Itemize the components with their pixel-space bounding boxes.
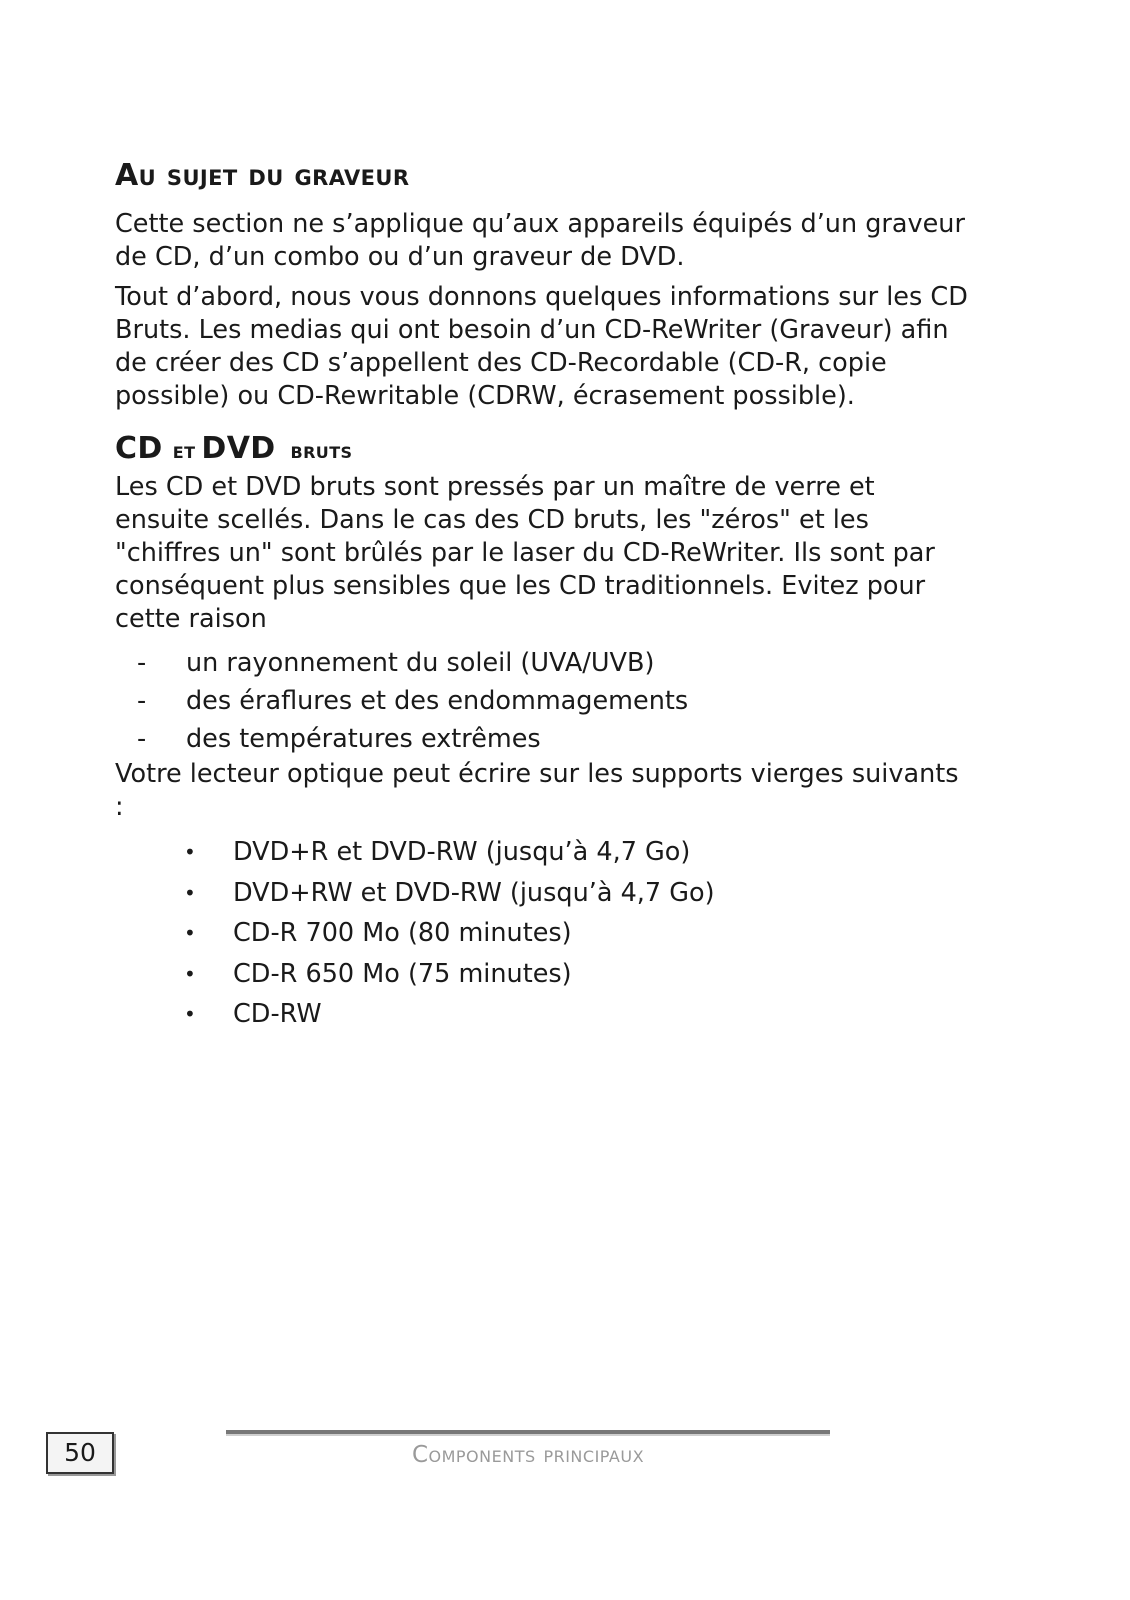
page-number: 50 <box>46 1432 114 1474</box>
section-heading-cd-dvd-bruts <box>115 431 975 467</box>
heading-part: DVD <box>201 431 276 466</box>
bullet-marker: • <box>184 921 196 945</box>
list-item <box>115 644 975 682</box>
heading-part: bruts <box>290 438 353 464</box>
bullet-marker: • <box>184 1002 196 1026</box>
section-heading-graveur: Au sujet du graveur <box>115 158 410 193</box>
list-item <box>115 994 975 1035</box>
bullet-marker: • <box>184 840 196 864</box>
bullet-marker: • <box>184 961 196 986</box>
list-item <box>115 832 975 873</box>
paragraph: Les CD et DVD bruts sont pressés par un maître de verre et ensuite scellés. Dans le cas des CD bruts, les "zéros" et les "chiffres un" sont brûlés par le laser du CD-ReWriter. Ils sont par conséquent plus sensibles que les CD traditionnels. Evitez pour cette raison <box>115 472 935 634</box>
dash-marker: - <box>137 686 147 716</box>
footer-divider <box>226 1430 830 1436</box>
list-item-text: DVD+R et DVD-RW (jusqu’à 4,7 Go) <box>233 837 691 867</box>
page-content <box>115 158 975 1035</box>
list-item <box>115 913 975 954</box>
list-item-text: CD-R 650 Mo (75 minutes) <box>233 958 572 989</box>
list-item <box>115 954 975 995</box>
heading-part: et <box>172 438 196 464</box>
list-item <box>115 682 975 720</box>
list-item <box>115 873 975 914</box>
dash-marker: - <box>137 648 147 678</box>
avoid-list <box>115 644 975 758</box>
list-item-text: DVD+RW et DVD-RW (jusqu’à 4,7 Go) <box>233 877 715 908</box>
paragraph: Tout d’abord, nous vous donnons quelques informations sur les CD Bruts. Les medias qui ont besoin d’un CD-ReWriter (Graveur) afin de créer des CD s’appellent des CD-Recordable (CD-R, copie possible) ou CD-Rewritable (CDRW, écrasement possible). <box>115 282 968 411</box>
list-item <box>115 720 975 758</box>
list-item-text: CD-R 700 Mo (80 minutes) <box>233 918 572 948</box>
list-item-text: un rayonnement du soleil (UVA/UVB) <box>186 648 655 678</box>
heading-part: CD <box>115 431 163 466</box>
footer-chapter-title: Components principaux <box>411 1442 645 1468</box>
paragraph: Cette section ne s’applique qu’aux appareils équipés d’un graveur de CD, d’un combo ou d’un graveur de DVD. <box>115 209 965 272</box>
list-item-text: des éraflures et des endommagements <box>186 686 689 716</box>
dash-marker: - <box>137 724 147 754</box>
list-item-text: des températures extrêmes <box>186 724 541 754</box>
bullet-marker: • <box>184 880 196 905</box>
media-list <box>115 832 975 1035</box>
list-item-text: CD-RW <box>233 999 322 1029</box>
paragraph: Votre lecteur optique peut écrire sur les supports vierges suivants : <box>115 759 959 822</box>
